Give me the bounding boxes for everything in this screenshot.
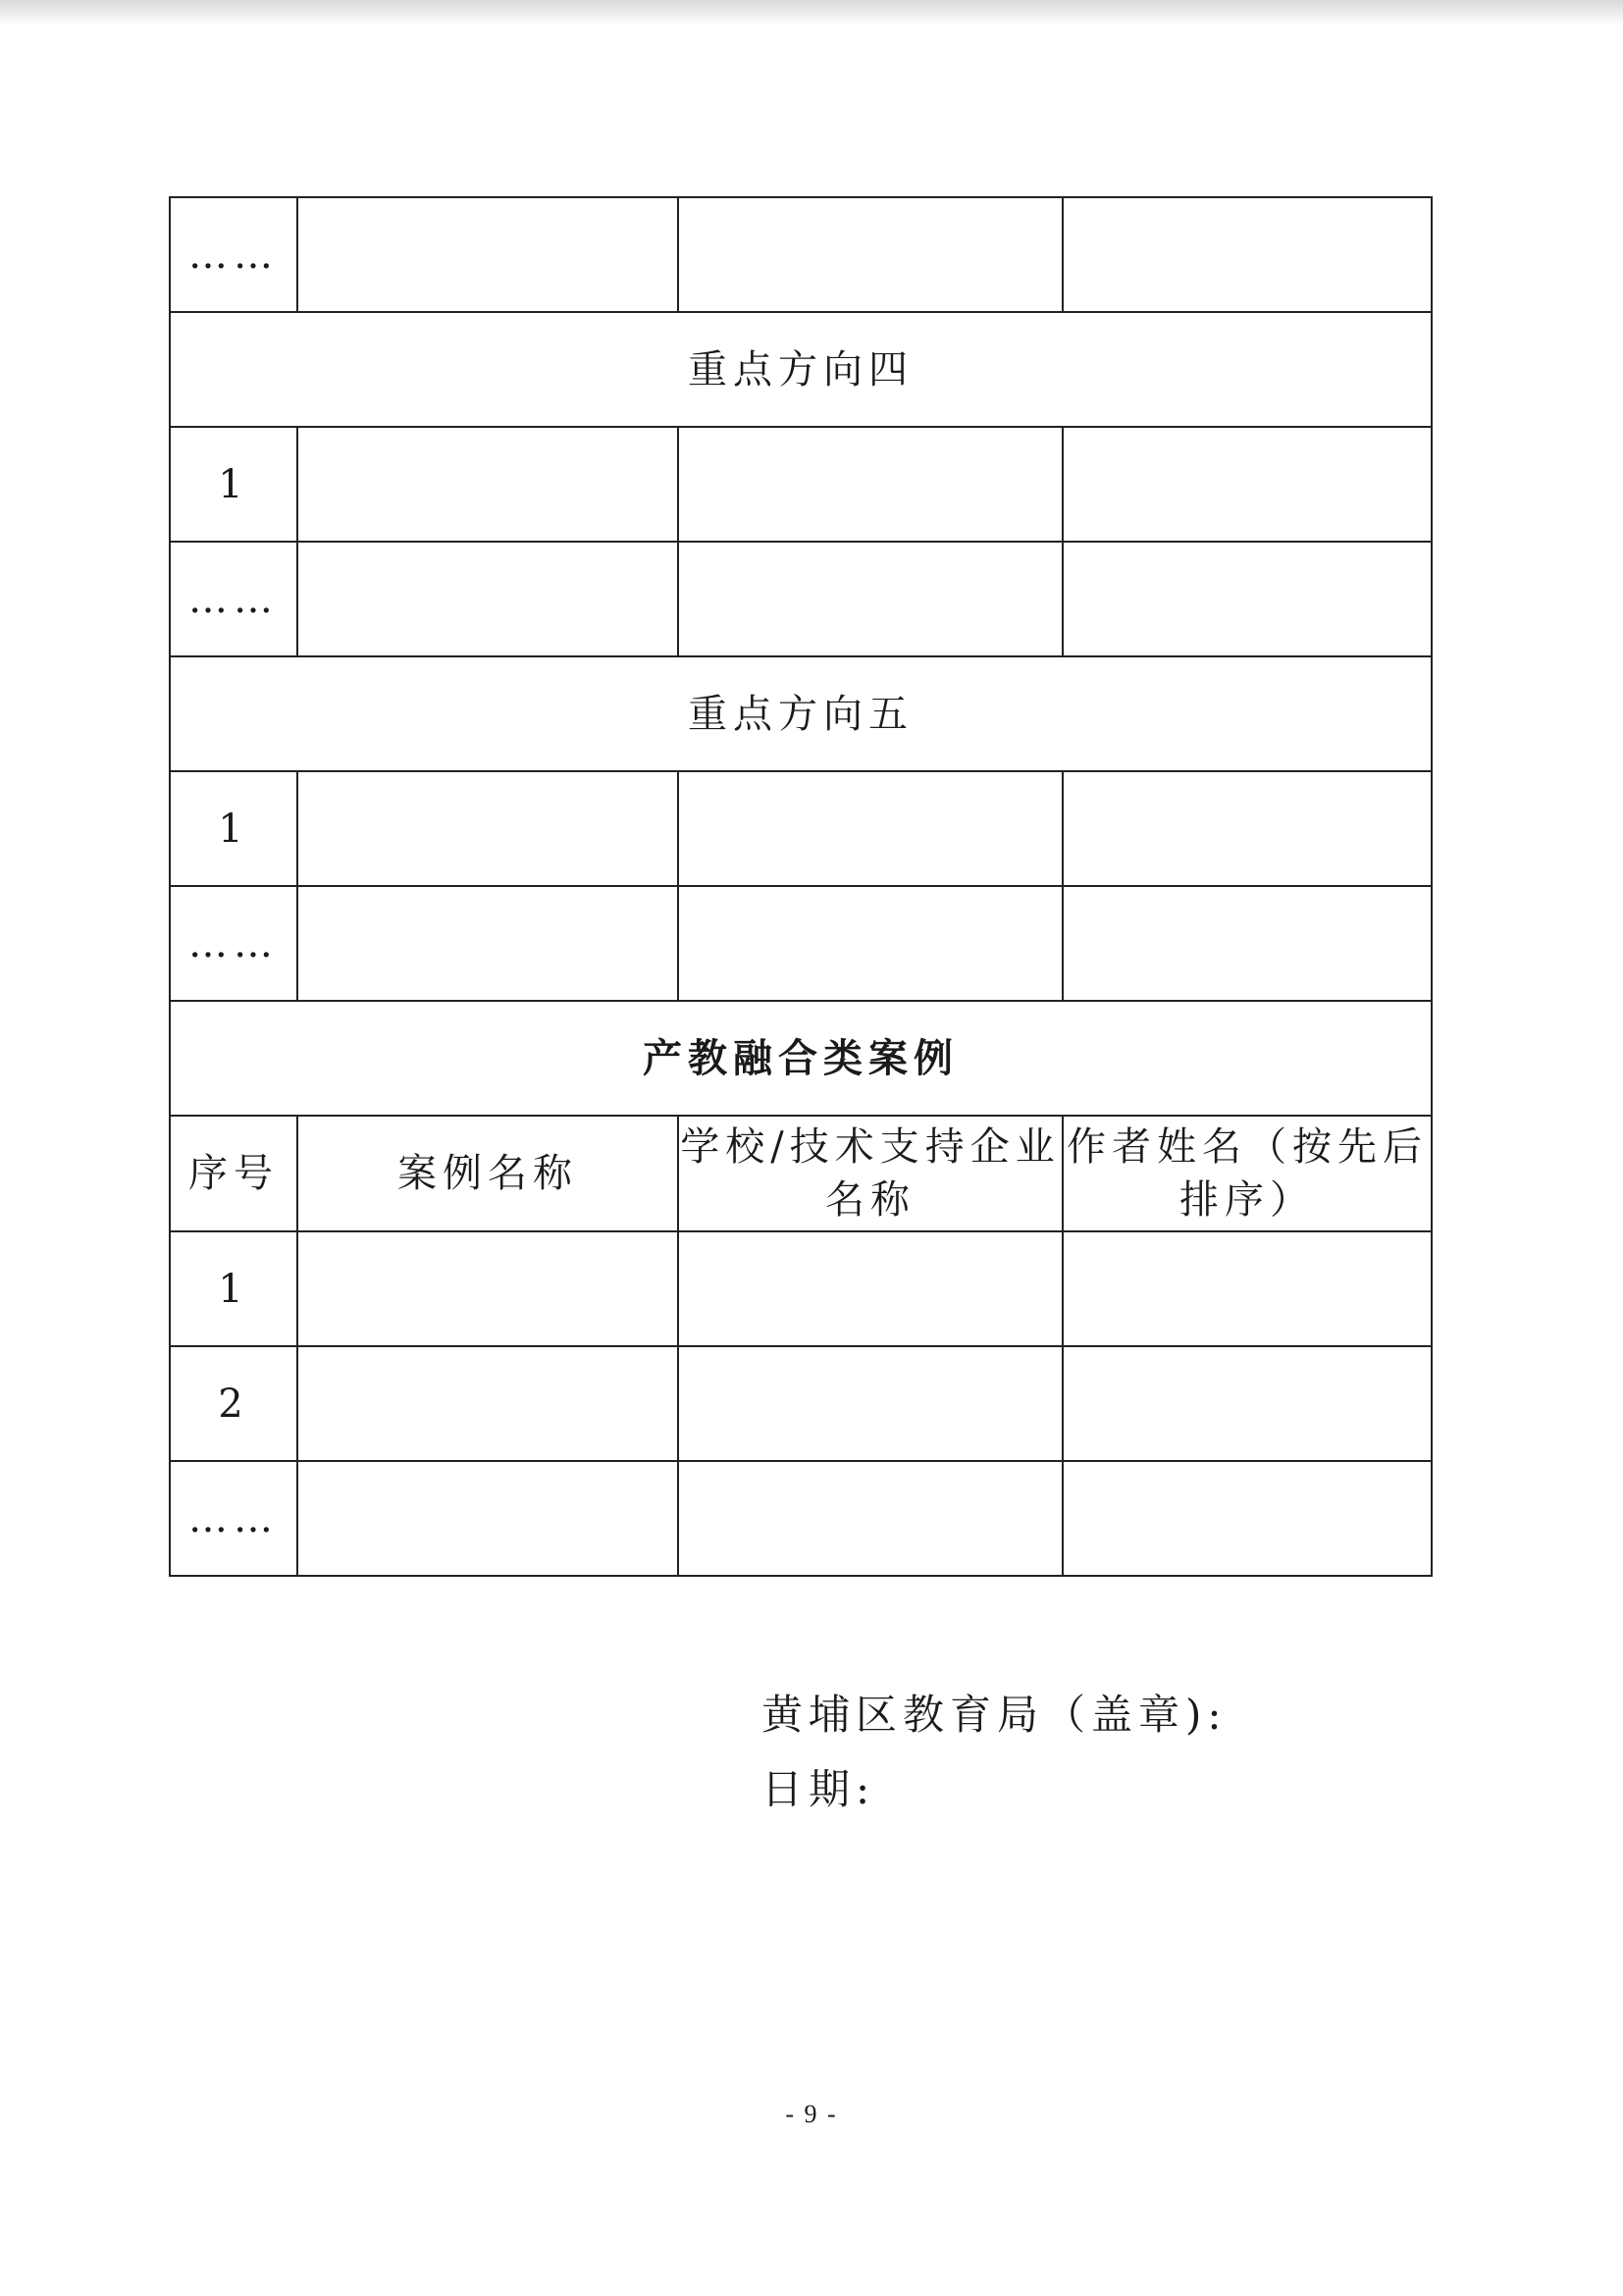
table-cell (678, 1461, 1063, 1576)
table-cell (1063, 886, 1432, 1001)
table-cell (678, 771, 1063, 886)
date-line: 日期: (761, 1765, 876, 1813)
row-index: 2 (170, 1346, 297, 1461)
table-cell (297, 1461, 678, 1576)
table-cell (297, 1346, 678, 1461)
table-row (170, 542, 1432, 656)
table-row (170, 771, 1432, 886)
table-cell (1063, 771, 1432, 886)
col-header-authors: 作者姓名（按先后排序） (1063, 1116, 1432, 1231)
section-title: 重点方向五 (170, 656, 1432, 771)
section-title: 重点方向四 (170, 312, 1432, 427)
section-row (170, 656, 1432, 771)
table-row (170, 886, 1432, 1001)
section-title-bold: 产教融合类案例 (170, 1001, 1432, 1116)
row-index: …… (170, 197, 297, 312)
table-cell (297, 1231, 678, 1346)
table-row (170, 1346, 1432, 1461)
table-cell (1063, 427, 1432, 542)
table-cell (678, 886, 1063, 1001)
row-index: 1 (170, 771, 297, 886)
row-index: 1 (170, 427, 297, 542)
table-cell (678, 542, 1063, 656)
table-cell (1063, 542, 1432, 656)
row-index: …… (170, 542, 297, 656)
table-cell (1063, 1461, 1432, 1576)
scan-edge (0, 0, 1623, 26)
table-cell (297, 197, 678, 312)
table-cell (678, 1231, 1063, 1346)
table-cell (678, 1346, 1063, 1461)
table-cell (678, 427, 1063, 542)
column-header-row (170, 1116, 1432, 1231)
row-index: …… (170, 1461, 297, 1576)
table-cell (1063, 1346, 1432, 1461)
table-cell (297, 886, 678, 1001)
table-row (170, 197, 1432, 312)
row-index: 1 (170, 1231, 297, 1346)
col-header-school-company: 学校/技术支持企业名称 (678, 1116, 1063, 1231)
signature-block (761, 1678, 1228, 1827)
table-row (170, 427, 1432, 542)
table-row (170, 1461, 1432, 1576)
col-header-case-name: 案例名称 (297, 1116, 678, 1231)
section-row (170, 1001, 1432, 1116)
table-cell (297, 771, 678, 886)
case-form-table (169, 196, 1433, 1577)
table-row (170, 1231, 1432, 1346)
table-cell (1063, 197, 1432, 312)
section-row (170, 312, 1432, 427)
seal-line: 黄埔区教育局（盖章): (761, 1691, 1228, 1739)
table-cell (297, 427, 678, 542)
col-header-index: 序号 (170, 1116, 297, 1231)
table-cell (678, 197, 1063, 312)
row-index: …… (170, 886, 297, 1001)
page-number: - 9 - (785, 2100, 838, 2128)
table-cell (297, 542, 678, 656)
table-cell (1063, 1231, 1432, 1346)
